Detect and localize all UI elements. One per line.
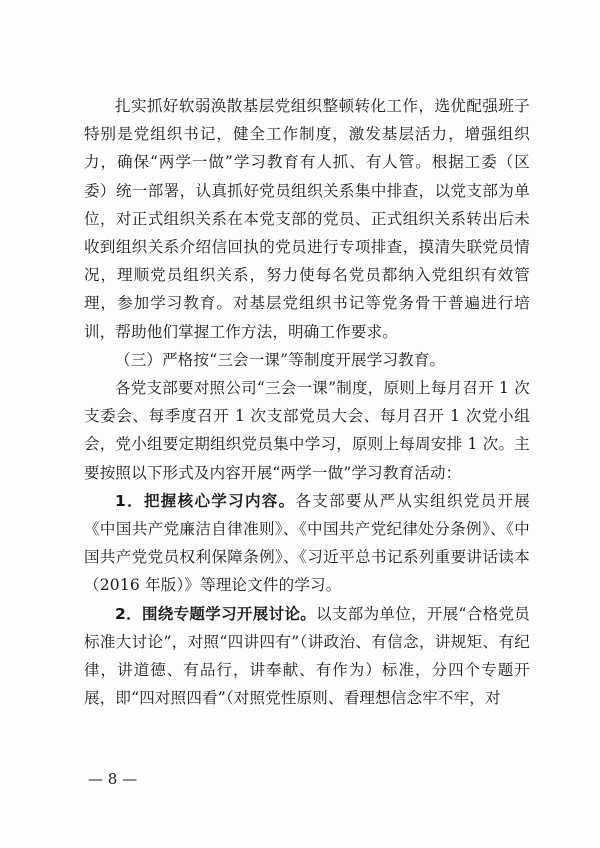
paragraph-three-meetings: 各党支部要对照公司“三会一课”制度，原则上每月召开 1 次支委会、每季度召开 1 次支部党员大会、每月召开 1 次党小组会，党小组要定期组织党员集中学习，原则上每周安排 1 次。主要按照以下形式及内容开展“两学一做”学习教育活动： [84,379,530,482]
item-core-study [84,487,530,600]
section-heading-three: （三）严格按“三会一课”等制度开展学习教育。 [115,350,446,369]
item-core-study-lead: 1．把握核心学习内容。 [115,491,296,510]
item-topic-discussion-body: 以支部为单位，开展“合格党员标准大讨论”，对照“四讲四有”（讲政治、有信念，讲规矩、有纪律，讲道德、有品行，讲奉献、有作为）标准，分四个专题开展，即“四对照四看”（对照党性原则、看理想信念牢不牢，对 [84,604,530,708]
item-topic-discussion-lead: 2．围绕专题学习开展讨论。 [115,604,317,623]
paragraph-rectification: 扎实抓好软弱涣散基层党组织整顿转化工作，选优配强班子特别是党组织书记，健全工作制度，激发基层活力，增强组织力，确保“两学一做”学习教育有人抓、有人管。根据工委（区委）统一部署，认真抓好党员组织关系集中排查，以党支部为单位，对正式组织关系在本党支部的党员、正式组织关系转出后未收到组织关系介绍信回执的党员进行专项排查，摸清失联党员情况，理顺党员组织关系，努力使每名党员都纳入党组织有效管理，参加学习教育。对基层党组织书记等党务骨干普遍进行培训，帮助他们掌握工作方法，明确工作要求。 [84,97,530,341]
document-body [84,92,530,712]
item-core-study-body: 各支部要从严从实组织党员开展《中国共产党廉洁自律准则》、《中国共产党纪律处分条例》、《中国共产党党员权利保障条例》、《习近平总书记系列重要讲话读本（2016 年版）》等理论文件的学习。 [84,491,530,595]
page-number: — 8 — [88,770,138,788]
item-topic-discussion [84,600,530,713]
